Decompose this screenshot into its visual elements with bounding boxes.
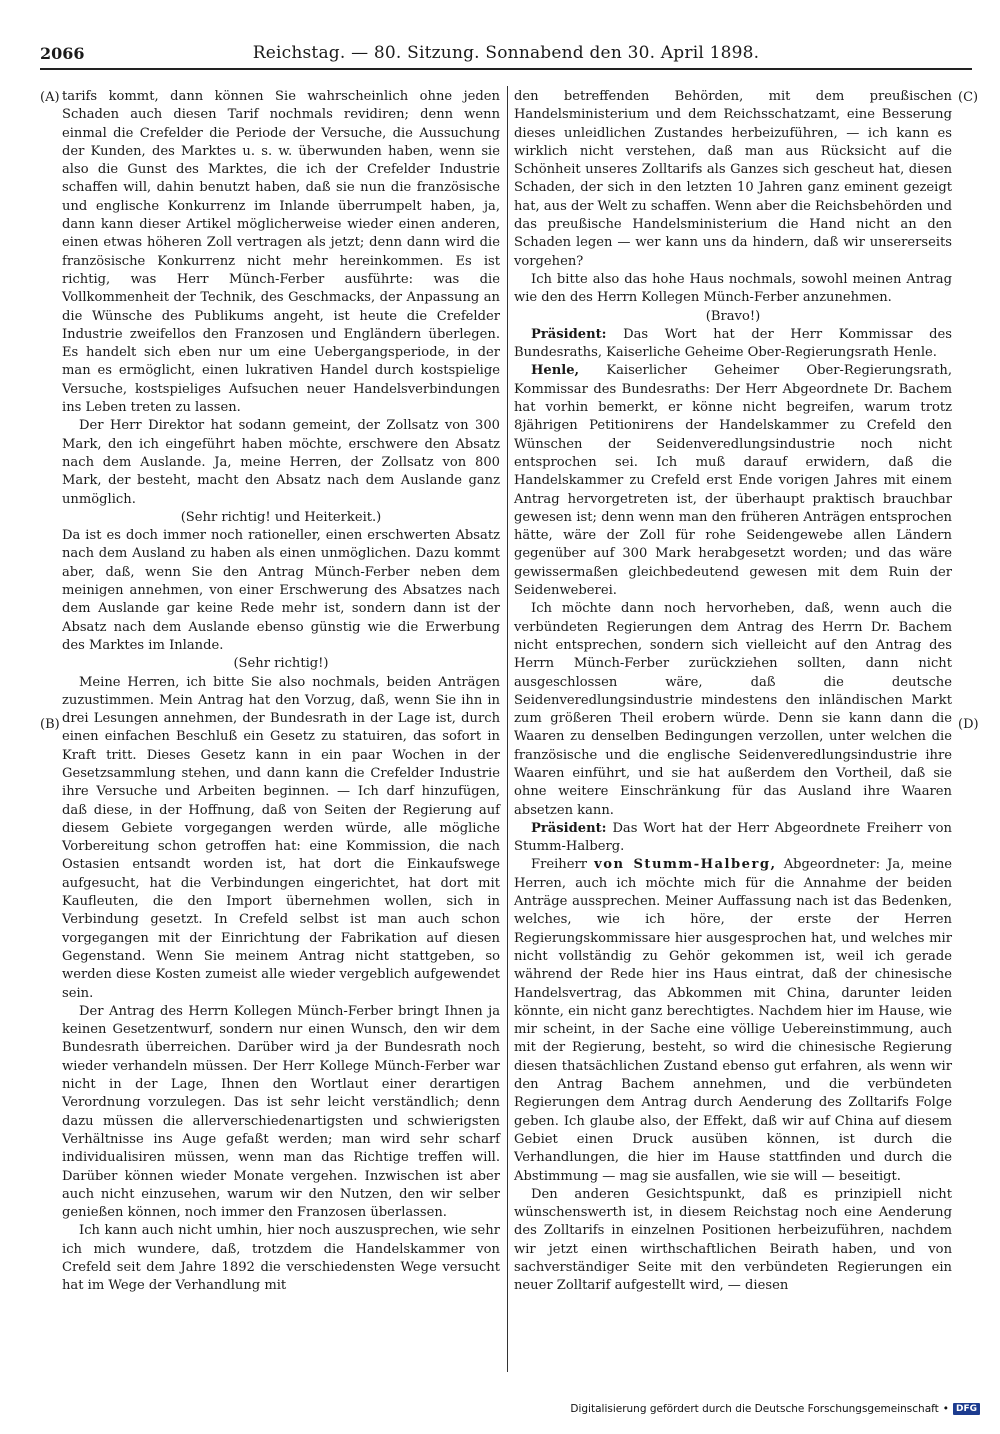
paragraph: tarifs kommt, dann können Sie wahrscheinlich ohne jeden Schaden auch diesen Tarif nochmals revidiren; denn wenn einmal die Crefelder die Periode der Versuche, die Aussuchung der Kunden, des Marktes u. s. w. überwunden haben, wenn sie also die Gunst des Marktes, die ich der Crefelder Industrie schaffen will, dahin benutzt haben, daß sie nun die französische und englische Konkurrenz im Inlande überrumpelt haben, ja, dann kann dieser Artikel möglicherweise wieder einen anderen, einen etwas höheren Zoll vertragen als jetzt; denn dann wird die französische Konkurrenz nicht mehr hereinkommen. Es ist richtig, was Herr Münch-Ferber ausführte: was die Vollkommenheit der Technik, des Geschmacks, der Anpassung an die Wünsche des Publikums angeht, ist heute die Crefelder Industrie zweifellos den Franzosen und Engländern überlegen. Es handelt sich eben nur um eine Uebergangsperiode, in der man es ermöglicht, einen lukrativen Handel durch kostspielige Versuche, kostspieliges Aufsuchen neuer Handelsverbindungen ins Leben treten zu lassen.	[62, 89, 500, 416]
header-rule	[40, 68, 972, 70]
paragraph: den betreffenden Behörden, mit dem preußischen Handelsministerium und dem Reichsschatzamt, eine Besserung dieses unleidlichen Zustandes herbeizuführen, — ich kann es wirklich nicht verstehen, daß man aus Rücksicht auf die Schönheit unseres Zolltarifs als Ganzes sich gescheut hat, diesen Schaden, der sich in den letzten 10 Jahren ganz eminent gezeigt hat, aus der Welt zu schaffen. Wenn aber die Reichsbehörden und das preußische Handelsministerium die Hand nicht an den Schaden legen — wer kann uns da hindern, daß wir unsererseits vorgehen?	[514, 89, 952, 269]
speech-text: Das Wort hat der Herr Kommissar des Bundesraths, Kaiserliche Geheime Ober-Regierungsrath Henle.	[514, 326, 952, 361]
speaker-name: Henle,	[531, 363, 580, 379]
right-column	[514, 88, 952, 1296]
speech-text: Abgeordneter: Ja, meine Herren, auch ich möchte mich für die Annahme der beiden Anträge aussprechen. Meiner Auffassung nach ist das Bedenken, welches, wie ich höre, der erste der Herren Regierungskommissare hier ausgesprochen hat, und welches mir nicht vollständig zu Gehör gekommen ist, weil ich gerade während der Rede hier ins Haus eintrat, daß der chinesische Handelsvertrag, das Abkommen mit China, darunter leiden könnte, ein nicht ganz berechtigtes. Nachdem hier im Hause, wie mir scheint, in der Sache eine völlige Uebereinstimmung, auch mit der Regierung, besteht, so wird die chinesische Regierung diesen thatsächlichen Zustand ebenso gut erfahren, als wenn wir den Antrag Bachem annehmen, und die verbündeten Regierungen dem Antrag durch Aenderung des Zolltarifs Folge geben. Ich glaube also, der Effekt, daß wir auf China auf diesem Gebiet einen Druck ausüben können, ist durch die Verhandlungen, die hier im Hause stattfinden und durch die Abstimmung — mag sie ausfallen, wie sie will — beseitigt.	[514, 857, 953, 1184]
page-number: 2066	[40, 44, 85, 63]
paragraph: Ich möchte dann noch hervorheben, daß, wenn auch die verbündeten Regierungen dem Antrag des Herrn Dr. Bachem nicht entsprechen, sondern sich vielleicht auf den Antrag des Herrn Münch-Ferber zurückziehen sollten, dann nicht ausgeschlossen wäre, daß die deutsche Seidenveredlungsindustrie mindestens den inländischen Markt zum größeren Theil erobern würde. Denn sie kann dann die Waaren zu denselben Bedingungen verzollen, unter welchen die französische und die englische Seidenveredlungsindustrie ihre Waaren einführt, und sie hat außerdem den Vortheil, daß sie ohne weitere Einschränkung für das Ausland ihre Waaren absetzen kann.	[514, 601, 952, 818]
column-divider	[507, 86, 508, 1372]
speech-paragraph	[514, 362, 952, 600]
speaker-name: Präsident:	[531, 326, 607, 342]
interjection: (Sehr richtig! und Heiterkeit.)	[180, 509, 382, 525]
margin-letter-b: (B)	[40, 717, 60, 732]
speaker-name: von Stumm-Halberg,	[594, 857, 777, 873]
paragraph: Ich bitte also das hohe Haus nochmals, sowohl meinen Antrag wie den des Herrn Kollegen Münch-Ferber anzunehmen.	[514, 271, 952, 306]
interjection: (Bravo!)	[705, 308, 761, 324]
speech-text: Kaiserlicher Geheimer Ober-Regierungsrath, Kommissar des Bundesraths: Der Herr Abgeordnete Dr. Bachem hat vorhin bemerkt, er könne nicht begreifen, warum trotz 8jährigen Petitionirens der Handelskammer zu Crefeld den Wünschen der Seidenveredlungsindustrie noch nicht entsprochen sei. Ich muß darauf erwidern, daß die Handelskammer zu Crefeld erst Ende vorigen Jahres mit einem Antrag hervorgetreten ist, der überhaupt praktisch brauchbar gewesen ist; denn wenn man den früheren Anträgen entsprochen hätte, wäre der Zoll für rohe Seidengewebe allen Ländern gegenüber auf 300 Mark herabgesetzt worden; und das wäre gewissermaßen gleichbedeutend gewesen mit dem Ruin der Seidenweberei.	[514, 363, 952, 599]
paragraph: Da ist es doch immer noch rationeller, einen erschwerten Absatz nach dem Ausland zu haben als einen unmöglichen. Dazu kommt aber, daß, wenn Sie den Antrag Münch-Ferber neben dem meinigen annehmen, von einer Erschwerung des Absatzes nach dem Auslande gar keine Rede mehr ist, sondern dann ist der Absatz nach dem Auslande ebenso günstig wie die Erwerbung des Marktes im Inlande.	[62, 528, 500, 653]
paragraph: Der Antrag des Herrn Kollegen Münch-Ferber bringt Ihnen ja keinen Gesetzentwurf, sondern nur einen Wunsch, den wir dem Bundesrath überreichen. Darüber wird ja der Bundesrath noch wieder verhandeln müssen. Der Herr Kollege Münch-Ferber war nicht in der Lage, Ihnen den Wortlaut einer derartigen Verordnung vorzulegen. Das ist sehr leicht verständlich; denn dazu müssen die allerverschiedenartigsten und schwierigsten Verhältnisse ins Auge gefaßt werden; man wird sehr scharf individualisiren müssen, wenn man das Richtige treffen will. Darüber können wieder Monate vergehen. Inzwischen ist aber auch nicht einzusehen, warum wir den Nutzen, den wir selber genießen können, noch immer den Franzosen überlassen.	[62, 1003, 500, 1221]
speech-text: Das Wort hat der Herr Abgeordnete Freiherr von Stumm-Halberg.	[514, 820, 952, 855]
left-column	[62, 88, 500, 1296]
speech-paragraph	[514, 820, 952, 857]
footer-credit	[570, 1403, 980, 1415]
margin-letter-c: (C)	[958, 90, 979, 105]
interjection: (Sehr richtig!)	[233, 656, 329, 672]
paragraph: Meine Herren, ich bitte Sie also nochmals, beiden Anträgen zuzustimmen. Mein Antrag hat den Vorzug, daß, wenn Sie ihn in drei Lesungen annehmen, der Bundesrath in der Lage ist, durch einen einfachen Beschluß ein Gesetz zu statuiren, das sofort in Kraft tritt. Dieses Gesetz kann in ein paar Wochen in der Gesetzsammlung stehen, und dann kann die Crefelder Industrie ihre Versuche und Arbeiten beginnen. — Ich darf hinzufügen, daß diese, in der Hoffnung, daß von Seiten der Regierung auf diesem Gebiete vorgegangen werden würde, alle mögliche Vorbereitung schon getroffen hat: eine Kommission, die nach Ostasien entsandt worden ist, hat dort die Einkaufswege aufgesucht, hat die Verbindungen eingerichtet, hat dort mit Kaufleuten, die den Import übernehmen wollen, sich in Verbindung gesetzt. In Crefeld selbst ist man auch schon vorgegangen mit der Einrichtung der Fabrikation auf diesen Gegenstand. Wenn Sie meinem Antrag nicht stattgeben, so werden diese Kosten zumeist alle wieder vergeblich aufgewendet sein.	[62, 674, 500, 1001]
margin-letter-d: (D)	[958, 717, 979, 732]
paragraph: Der Herr Direktor hat sodann gemeint, der Zollsatz von 300 Mark, den ich eingeführt haben möchte, erschwere den Absatz nach dem Auslande. Ja, meine Herren, der Zollsatz von 800 Mark, der besteht, macht den Absatz nach dem Auslande ganz unmöglich.	[62, 418, 500, 507]
speaker-name: Präsident:	[531, 820, 607, 836]
paragraph: Ich kann auch nicht umhin, hier noch auszusprechen, wie sehr ich mich wundere, daß, trotzdem die Handelskammer von Crefeld seit dem Jahre 1892 die verschiedensten Wege versucht hat im Wege der Verhandlung mit	[62, 1223, 500, 1294]
margin-letter-a: (A)	[40, 90, 60, 105]
speaker-prefix: Freiherr	[531, 857, 587, 873]
running-title: Reichstag. — 80. Sitzung. Sonnabend den 30. April 1898.	[252, 43, 760, 63]
dfg-logo: DFG	[953, 1403, 980, 1415]
paragraph: Den anderen Gesichtspunkt, daß es prinzipiell nicht wünschenswerth ist, in diesem Reichstag noch eine Aenderung des Zolltarifs in einzelnen Positionen herbeizuführen, nachdem wir jetzt einen wirthschaftlichen Beirath haben, und von sachverständiger Seite mit den verbündeten Regierungen ein neuer Zolltarif aufgestellt wird, — diesen	[514, 1186, 952, 1294]
footer-credit-text: Digitalisierung gefördert durch die Deutsche Forschungsgemeinschaft	[570, 1403, 939, 1415]
footer-separator: •	[942, 1403, 949, 1415]
speech-paragraph	[514, 856, 952, 1185]
page-header	[40, 40, 972, 70]
speech-paragraph	[514, 326, 952, 363]
